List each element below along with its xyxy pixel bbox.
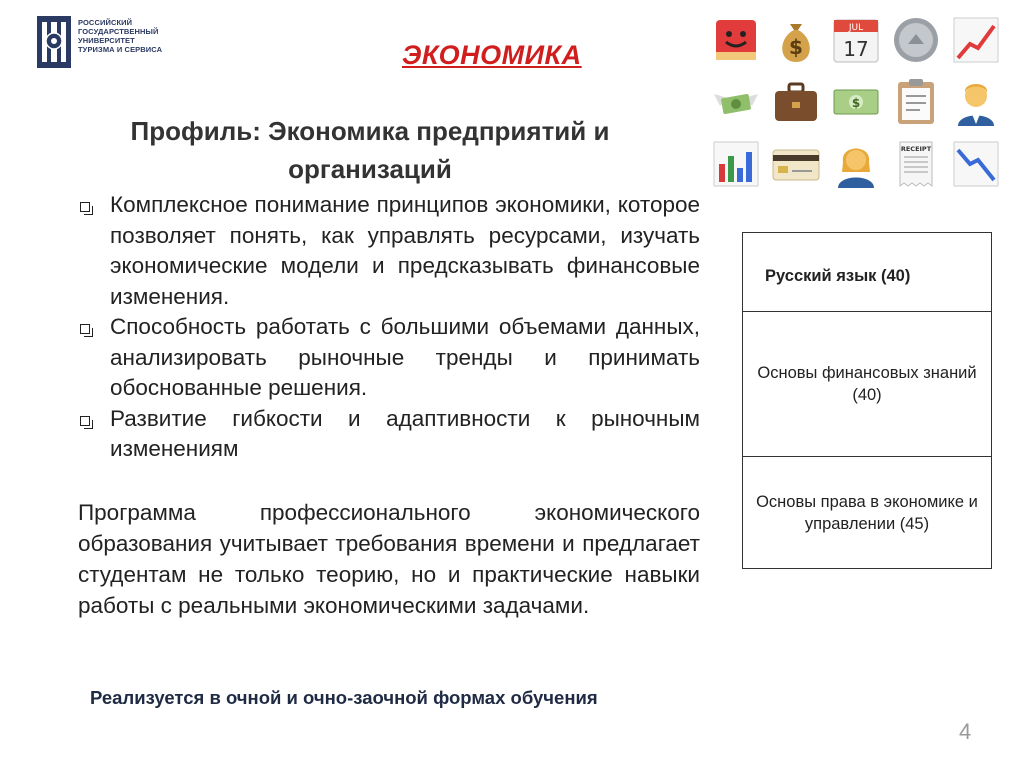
subject-cell: Основы финансовых знаний (40) xyxy=(743,312,991,457)
bullet-list xyxy=(74,190,700,465)
coin-icon xyxy=(890,14,942,66)
briefcase-icon xyxy=(770,76,822,128)
program-description: Программа профессионального экономического образования учитывает требования времени и предлагает студентам не только теорию, но и практические навыки работы с реальными экономическими задачами. xyxy=(78,500,700,618)
receipt-icon xyxy=(890,138,942,190)
clipboard-icon xyxy=(890,76,942,128)
receipt-label: RECEIPT xyxy=(900,145,932,153)
chart-decreasing-icon xyxy=(950,138,1002,190)
list-item xyxy=(74,190,700,312)
economics-icon-grid xyxy=(708,14,1004,190)
woman-office-worker-icon xyxy=(830,138,882,190)
subject-cell: Русский язык (40) xyxy=(743,233,991,312)
page-number: 4 xyxy=(959,719,972,744)
university-logo xyxy=(35,14,195,72)
calendar-month: JUL xyxy=(848,23,864,33)
checkbox-bullet-icon xyxy=(80,416,90,426)
man-office-worker-icon xyxy=(950,76,1002,128)
subject-cell: Основы права в экономике и управлении (45) xyxy=(756,492,978,533)
dollar-banknote-icon xyxy=(830,76,882,128)
university-name xyxy=(78,18,162,54)
list-item-text: Способность работать с большими объемами данных, анализировать рыночные тренды и принимать обоснованные решения. xyxy=(110,314,700,400)
calendar-icon xyxy=(830,14,882,66)
list-item-text: Комплексное понимание принципов экономики, которое позволяет понять, как управлять ресурсами, изучать экономические модели и предсказывать финансовые изменения. xyxy=(110,192,700,309)
profile-heading: Профиль: Экономика предприятий и организаций xyxy=(130,116,610,184)
page-title: ЭКОНОМИКА xyxy=(402,40,582,70)
logo-line: РОССИЙСКИЙ xyxy=(78,18,133,27)
calendar-day: 17 xyxy=(843,37,869,61)
logo-line: ТУРИЗМА И СЕРВИСА xyxy=(78,45,163,54)
money-wings-icon xyxy=(710,76,762,128)
book-smile-icon xyxy=(710,14,762,66)
credit-card-icon xyxy=(770,138,822,190)
svg-text:$: $ xyxy=(851,96,861,110)
university-emblem-icon xyxy=(35,14,73,70)
logo-line: УНИВЕРСИТЕТ xyxy=(78,36,135,45)
svg-text:$: $ xyxy=(789,35,803,59)
bar-chart-icon xyxy=(710,138,762,190)
logo-line: ГОСУДАРСТВЕННЫЙ xyxy=(78,27,159,36)
exam-subjects-table xyxy=(742,232,992,569)
checkbox-bullet-icon xyxy=(80,324,90,334)
money-bag-icon xyxy=(770,14,822,66)
list-item xyxy=(74,404,700,465)
chart-increasing-icon xyxy=(950,14,1002,66)
study-forms-note: Реализуется в очной и очно-заочной формах обучения xyxy=(90,687,598,708)
list-item-text: Развитие гибкости и адаптивности к рыночным изменениям xyxy=(110,405,700,461)
list-item xyxy=(74,312,700,404)
checkbox-bullet-icon xyxy=(80,202,90,212)
